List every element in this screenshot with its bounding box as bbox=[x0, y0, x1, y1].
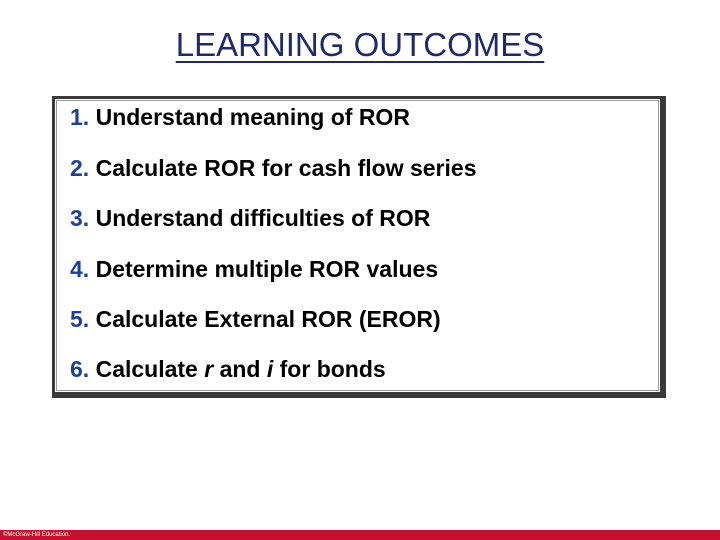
outcome-text-before: Calculate bbox=[95, 356, 198, 382]
variable-i: i bbox=[266, 356, 274, 382]
outcome-item-6 bbox=[70, 355, 386, 383]
slide-title bbox=[0, 26, 720, 64]
outcome-number: 5. bbox=[70, 306, 90, 332]
outcome-number: 1. bbox=[70, 104, 90, 130]
outcome-number: 2. bbox=[70, 155, 90, 181]
footer-bar bbox=[0, 530, 720, 540]
outcome-text: Calculate External ROR (EROR) bbox=[95, 306, 441, 332]
outcome-number: 4. bbox=[70, 256, 90, 282]
outcome-text: Determine multiple ROR values bbox=[95, 256, 439, 282]
variable-r: r bbox=[204, 356, 214, 382]
outcome-item-4 bbox=[70, 255, 438, 283]
outcomes-box bbox=[52, 96, 666, 398]
outcome-text: Understand meaning of ROR bbox=[95, 104, 410, 130]
outcome-item-5 bbox=[70, 305, 441, 333]
copyright-text: ©McGraw-Hill Education. bbox=[3, 532, 71, 538]
outcome-item-3 bbox=[70, 204, 430, 232]
outcome-item-1 bbox=[70, 103, 410, 131]
outcome-text: Calculate ROR for cash flow series bbox=[95, 155, 477, 181]
outcome-text-mid: and bbox=[219, 356, 261, 382]
outcome-number: 3. bbox=[70, 205, 90, 231]
outcome-text: Understand difficulties of ROR bbox=[95, 205, 431, 231]
outcome-number: 6. bbox=[70, 356, 90, 382]
outcome-item-2 bbox=[70, 154, 476, 182]
slide-title-text: LEARNING OUTCOMES bbox=[175, 26, 545, 63]
outcome-text-after: for bonds bbox=[279, 356, 386, 382]
